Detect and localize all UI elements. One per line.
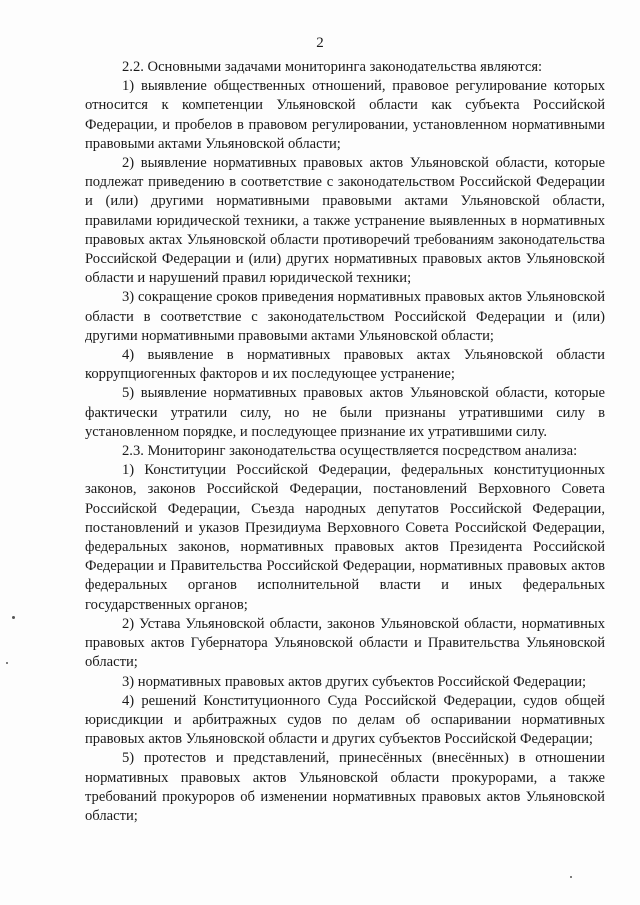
paragraph-2-2-item-3: 3) сокращение сроков приведения нормативных правовых актов Ульяновской области в соответствие с законодательством Российской Федерации и (или) другими нормативными правовыми актами Ульяновской области; xyxy=(85,289,605,344)
scan-speck xyxy=(12,616,15,619)
scan-speck xyxy=(6,662,8,664)
document-body xyxy=(85,58,605,826)
paragraph-2-2-heading: 2.2. Основными задачами мониторинга законодательства являются: xyxy=(122,59,543,75)
paragraph-2-3-item-4: 4) решений Конституционного Суда Российской Федерации, судов общей юрисдикции и арбитражных судов по делам об оспаривании нормативных правовых актов Ульяновской области и других субъектов Российской Федерации; xyxy=(85,692,605,748)
paragraph-2-2-item-5: 5) выявление нормативных правовых актов Ульяновской области, которые фактически утратили силу, но не были признаны утратившими силу в установленном порядке, и последующее признание их утратившими силу. xyxy=(85,385,605,440)
paragraph-2-2-item-2: 2) выявление нормативных правовых актов Ульяновской области, которые подлежат приведению в соответствие с законодательством Российской Федерации и (или) другими нормативными правовыми актами Ульяновской области, правилами юридической техники, а также устранение выявленных в нормативных правовых актах Ульяновской области противоречий требованиям законодательства Российской Федерации и (или) других нормативных правовых актов Ульяновской области и нарушений правил юридической техники; xyxy=(85,155,605,287)
paragraph-2-2-item-1: 1) выявление общественных отношений, правовое регулирование которых относится к компетенции Ульяновской области как субъекта Российской Федерации, и пробелов в правовом регулировании, установленном нормативными правовыми актами Ульяновской области; xyxy=(85,78,605,152)
paragraph-2-3-heading: 2.3. Мониторинг законодательства осуществляется посредством анализа: xyxy=(122,443,578,460)
paragraph-2-3-item-3: 3) нормативных правовых актов других субъектов Российской Федерации; xyxy=(122,673,587,690)
page-number: 2 xyxy=(316,35,324,51)
paragraph-2-3-item-1: 1) Конституции Российской Федерации, федеральных конституционных законов, законов Российской Федерации, постановлений Верховного Совета Российской Федерации, Съезда народных депутатов Российской Федерации, постановлений и указов Президиума Верховного Совета Российской Федерации, федеральных законов, нормативных правовых актов Президента Российской Федерации и Правительства Российской Федерации, нормативных правовых актов федеральных органов исполнительной власти и иных федеральных государственных органов; xyxy=(85,462,605,613)
paragraph-2-3-item-2: 2) Устава Ульяновской области, законов Ульяновской области, нормативных правовых актов Губернатора Ульяновской области и Правительства Ульяновской области; xyxy=(85,615,605,671)
scan-speck xyxy=(570,876,572,878)
paragraph-2-3-item-5: 5) протестов и представлений, принесённых (внесённых) в отношении нормативных правовых актов Ульяновской области прокурорами, а также требований прокуроров об изменении нормативных правовых актов Ульяновской области; xyxy=(85,750,605,824)
paragraph-2-2-item-4: 4) выявление в нормативных правовых актах Ульяновской области коррупциогенных факторов и их последующее устранение; xyxy=(85,347,605,383)
